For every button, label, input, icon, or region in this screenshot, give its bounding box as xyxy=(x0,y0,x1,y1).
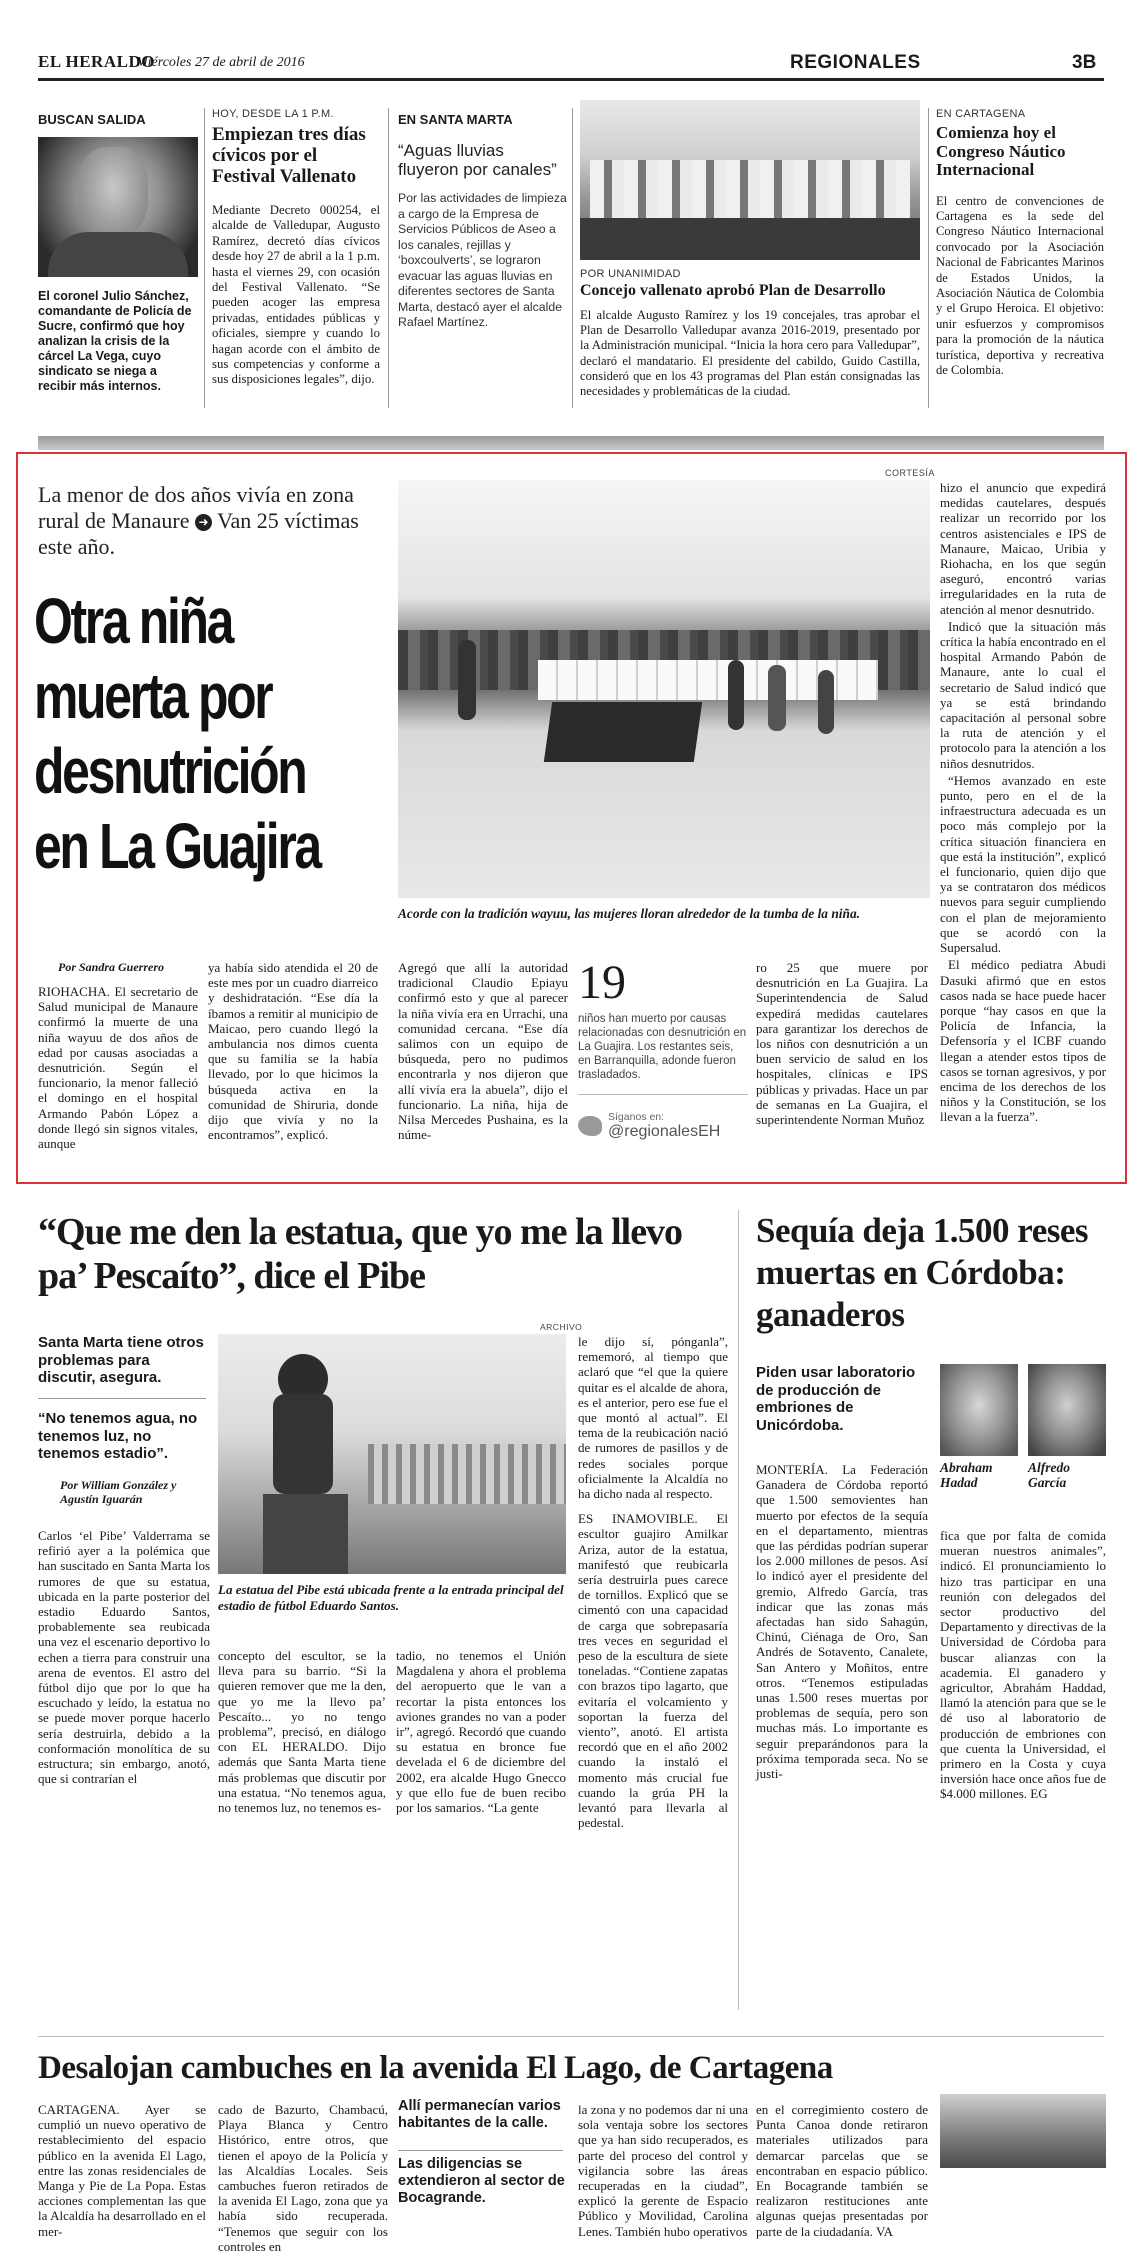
section-band xyxy=(38,436,1104,450)
pibe-col-4 xyxy=(578,1334,728,1833)
cambuches-sub-2: Las diligencias se extendieron al sector de Bocagrande. xyxy=(398,2156,565,2206)
pibe-photo-caption: La estatua del Pibe está ubicada frente a la entrada principal del estadio de fútbol Eduardo Santos. xyxy=(218,1582,564,1613)
main-deck xyxy=(38,482,368,560)
main-col-2: ya había sido atendida el 20 de este mes por un cuadro diarreico y deshidratación. “Ese día la íbamos a remitir al municipio de Maicao, pero cuando llegó la ambulancia nos dimos cuenta que su familia se la había llevado, por lo que hicimos la búsqueda activa en la comunidad de Shiruria, donde dijo que vivía y no la encontramos”, explicó. xyxy=(208,960,378,1143)
grave-photo xyxy=(398,480,930,898)
brief-nautico xyxy=(936,108,1104,380)
pibe-col-4-para: ES INAMOVIBLE. El escultor guajiro Amilkar Ariza, autor de la estatua, manifestó que reubicarla sería destruirla pues carece de tornillos. Explicó que se cimentó con una capacidad de carga que sobrepasaría tres veces en seguridad el peso de la escultura de siete toneladas. “Contiene zapatas con brazos tipo lagarto, que evitaría el volcamiento y soportan la fuerza del viento”, anotó. El artista recordó que en el año 2002 cuando la instaló el momento más crucial fue cuando la grúa PH la levantó para llevarla al pedestal. xyxy=(578,1511,728,1831)
brief-body: Mediante Decreto 000254, el alcalde de Valledupar, Augusto Ramírez, decretó días cívicos desde hoy 27 de abril a la 1 p.m. hasta el viernes 29, con ocasión del Festival Vallenato. “Se pueden acoger las empresa privadas, entidades públicas y oficiales, siempre y cuando lo hagan acorde con el ámbito de sus competencias y conforme a sus disposiciones legales”, dijo. xyxy=(212,203,380,387)
brief-body: El centro de convenciones de Cartagena es la sede del Congreso Náutico Internacional convocado por la Asociación Nacional de Fabricantes Marinos de Estados Unidos, la Asociación Náutica de Colombia y el Grupo Heroica. El objetivo: unir esfuerzos y compromisos para la promoción de la náutica turística, deportiva y recreativa de Colombia. xyxy=(936,193,1104,377)
brief-quote: “Aguas lluvias fluyeron por canales” xyxy=(398,141,557,179)
main-col-1: RIOHACHA. El secretario de Salud municipal de Manaure confirmó la muerte de una niña wayuu de dos años de edad por causas asociadas a desnutrición. Según el funcionario, la menor falleció el domingo en el hospital Armando Pabón López a donde llegó sin signos vitales, aunque xyxy=(38,984,198,1152)
photo-credit: ARCHIVO xyxy=(540,1322,583,1332)
pibe-col-1: Carlos ‘el Pibe’ Valderrama se refirió ayer a la polémica que han suscitado en Santa Marta los rumores de que su estatua, ubicada en la parte posterior del estadio Eduardo Santos, probablemente sea reubicada una vez el escenario deportivo lo echen a tierra para construir una arena de eventos. El astro del fútbol dijo que por lo que ha escuchado y leído, la estatua no se puede mover porque hacerlo sería destruirla, debido a la conformación monolítica de su estructura; sin embargo, anotó, que si contrarían el xyxy=(38,1528,210,1787)
brief-kicker: HOY, DESDE LA 1 P.M. xyxy=(212,108,334,120)
brief-kicker: EN SANTA MARTA xyxy=(398,112,513,127)
stat-text: niños han muerto por causas relacionadas con desnutrición en La Guajira. Los restantes seis, en Barranquilla, adonde fueron trasladados. xyxy=(578,1013,747,1081)
cambuches-headline: Desalojan cambuches en la avenida El Lago, de Cartagena xyxy=(38,2050,833,2086)
masthead-date: Miércoles 27 de abril de 2016 xyxy=(136,55,305,70)
pibe-quote: “No tenemos agua, no tenemos luz, no tenemos estadio”. xyxy=(38,1410,198,1462)
twitter-handle[interactable]: @regionalesEH xyxy=(608,1123,721,1140)
hadad-name: Abraham Hadad xyxy=(940,1460,993,1490)
main-col-5-para: Indicó que la situación más crítica la había encontrado en el hospital Armando Pabón de Manaure, ante lo cual el secretario de Salud indicó que ya se está brindando capacitación al personal sobre la ruta de atención y el protocolo para la atención a los niños desnutridos. xyxy=(940,618,1106,771)
operativos-photo xyxy=(940,2094,1106,2168)
main-headline: Otra niña muerta por desnutrición en La Guajira xyxy=(34,585,320,882)
deck-text-2: Van 25 víctimas este año. xyxy=(38,508,359,559)
brief-santa-marta xyxy=(398,112,568,331)
stat-number: 19 xyxy=(578,956,626,1009)
main-col-5-para: “Hemos avanzado en este punto, pero en el de la infraestructura adecuada es un poco más complejo por la crítica situación financiera en que está la institución”, explicó el funcionario, quien dijo que ya se contrataron dos médicos nuevos para seguir cumpliendo con el plan de mejoramiento que se acordó con la Supersalud. xyxy=(940,772,1106,956)
brief-headline: Empiezan tres días cívicos por el Festival Vallenato xyxy=(212,124,366,187)
main-col-5 xyxy=(940,480,1106,1127)
pibe-headline: “Que me den la estatua, que yo me la llevo pa’ Pescaíto”, dice el Pibe xyxy=(38,1211,683,1297)
masthead-paper: EL HERALDO xyxy=(38,52,155,71)
brief-kicker: POR UNANIMIDAD xyxy=(580,268,681,280)
byline: Por Sandra Guerrero xyxy=(58,960,165,974)
main-col-4: ro 25 que muere por desnutrición en La Guajira. La Superintendencia de Salud expedirá medidas cautelares para garantizar los derechos de los niños con desnutrición a un buen servicio de salud en los hospitales, clínicas e IPS públicas y privadas. Hace un par de semanas en La Guajira, el superintendente Norman Muñoz xyxy=(756,960,928,1128)
brief-kicker: EN CARTAGENA xyxy=(936,108,1026,120)
sequia-col-1: MONTERÍA. La Federación Ganadera de Córdoba reportó que 1.500 semovientes han muerto por efectos de la sequía en el departamento, mientras que las pérdidas podrían superar los 2.000 millones de pesos. Así lo indicó ayer el presidente del gremio, Alfredo García, tras indicar que las zonas más afectadas han sido Sahagún, Chinú, Ciénaga de Oro, San Andrés de Sotavento, Canalete, San Antero y Moñitos, entre otros. “Tenemos estipuladas unas 1.500 reses muertas por problemas de sequía, pero son muchas más. Lo importante es seguir preparándonos para la próxima temporada seca. No se justi- xyxy=(756,1462,928,1782)
brief-concejo xyxy=(580,100,920,401)
cambuches-sub-1: Allí permanecían varios habitantes de la calle. xyxy=(398,2098,561,2131)
colonel-photo xyxy=(38,137,198,277)
garcia-name: Alfredo García xyxy=(1028,1460,1070,1490)
stat-box xyxy=(578,958,748,1141)
cambuches-col-4: en el corregimiento costero de Punta Canoa donde retiraron materiales utilizados para demarcar parcelas que se encontraban en espacio público. En Bocagrande también se realizaron restituciones ante algunas quejas presentadas por parte de la ciudadanía. VA xyxy=(756,2102,928,2239)
twitter-icon xyxy=(578,1116,602,1136)
garcia-photo xyxy=(1028,1364,1106,1456)
main-col-5-para: El médico pediatra Abudi Dasuki afirmó que en estos casos nada se hace puede hacer porque “hay casos en que la Policía de Infancia, la Defensoría y el ICBF cuando llegan a atender estos tipos de casos se tornan agresivos, y por encima de los derechos de los niños y la Constitución, se los llevan a la fuerza”. xyxy=(940,957,1106,1125)
brief-body: Por las actividades de limpieza a cargo de la Empresa de Servicios Públicos de Aseo a los canales, rejillas y ‘boxcoulverts’, se lograron evacuar las aguas lluvias en diferentes sectores de Santa Marta, destacó ayer el alcalde Rafael Martínez. xyxy=(398,191,567,329)
main-col-3: Agregó que allí la autoridad tradicional Claudio Epiayu confirmó esto y que al parecer la niña vivía era en Urrachi, una comunidad cercana. “Ese día salimos con un equipo de búsqueda, pero no pudimos encontrarla y nos dijeron que allí vivía era la abuela”, dijo el funcionario. La niña, hija de Nilsa Mercedes Pushaina, es la núme- xyxy=(398,960,568,1143)
brief-headline: Comienza hoy el Congreso Náutico Internacional xyxy=(936,123,1066,179)
deck-text: La menor de dos años vivía en zona rural de Manaure xyxy=(38,482,354,533)
brief-headline: Concejo vallenato aprobó Plan de Desarrollo xyxy=(580,282,886,299)
cambuches-col-1: CARTAGENA. Ayer se cumplió un nuevo operativo de restablecimiento del espacio público en la avenida El Lago, entre las zonas residenciales de Manga y Pie de La Popa. Estas acciones complementan las que la Alcaldía ha desarrollado en el mer- xyxy=(38,2102,206,2239)
cambuches-col-3: la zona y no podemos dar ni una sola ventaja sobre los sectores que ya han sido recuperados, es parte del proceso del control y vigilancia sobre las áreas recuperadas en la ciudad”, explicó la gerente de Espacio Público y Movilidad, Carolina Lenes. También hubo operativos xyxy=(578,2102,748,2239)
brief-festival xyxy=(212,108,380,390)
pibe-byline: Por William González y Agustín Iguarán xyxy=(60,1478,177,1506)
cambuches-col-2: cado de Bazurto, Chambacú, Playa Blanca y Centro Histórico, entre otros, que tienen el apoyo de la Policía y las Alcaldías Locales. Seis cambuches fueron retirados de la avenida El Lago, zona que ya había sido recuperada. “Tenemos que seguir con los controles en xyxy=(218,2102,388,2254)
pibe-statue-photo xyxy=(218,1334,566,1574)
pibe-col-4-para: le dijo sí, pónganla”, rememoró, al tiempo que aclaró que “el que la quiere quitar es el alcalde de ahora, es el anterior, pero ese fue el que montó al actual”. El tema de la reubicación nació de rumores de pasillos y de redes sociales porque oficialmente la Alcaldía no ha dicho nada al respecto. xyxy=(578,1334,728,1502)
sequia-col-2: fica que por falta de comida mueran nuestros animales”, indicó. El pronunciamiento lo hizo tras participar en una reunión con delegados del sector productivo del Departamento y directivas de la Universidad de Córdoba para buscar alianzas con la academia. El ganadero y agricultor, Abrahám Haddad, llamó la atención para que se le dé uso al laboratorio de producción de embriones con que cuenta la Universidad, el primero en la Costa y cuya inversión hace once años fue de $4.000 millones. EG xyxy=(940,1528,1106,1802)
photo-caption: Acorde con la tradición wayuu, las mujeres lloran alrededor de la tumba de la niña. xyxy=(398,906,861,921)
brief-kicker: BUSCAN SALIDA xyxy=(38,112,146,127)
hadad-photo xyxy=(940,1364,1018,1456)
page-number: 3B xyxy=(1072,52,1097,73)
sequia-headline: Sequía deja 1.500 reses muertas en Córdoba: ganaderos xyxy=(756,1211,1089,1334)
brief-caption: El coronel Julio Sánchez, comandante de Policía de Sucre, confirmó que hoy analizan la crisis de la cárcel La Vega, cuyo sindicato se niega a recibir más internos. xyxy=(38,289,192,393)
photo-credit: CORTESÍA xyxy=(885,468,935,478)
pibe-sub: Santa Marta tiene otros problemas para discutir, asegura. xyxy=(38,1334,204,1386)
arrow-right-icon: ➜ xyxy=(195,514,212,531)
concejo-photo xyxy=(580,100,920,260)
brief-buscan-salida xyxy=(38,112,198,394)
pibe-col-2: concepto del escultor, se la lleva para su barrio. “Si la quieren remover que me la den, que yo me la llevo pa’ Pescaíto... yo no tengo problema”, precisó, en diálogo con EL HERALDO. Dijo además que Santa Marta tiene más problemas que discutir por una estatua. “No tenemos agua, no tenemos luz, no tenemos es- xyxy=(218,1648,386,1816)
brief-body: El alcalde Augusto Ramírez y los 19 concejales, tras aprobar el Plan de Desarrollo Valledupar avanza 2016-2019, presentado por la Administración municipal. “Inicia la hora cero para Valledupar”, declaró el mandatario. El presidente del cabildo, Guido Castilla, consideró que en los 43 programas del Plan están consignadas las necesidades y problemáticas de la ciudad. xyxy=(580,308,920,399)
sequia-sub: Piden usar laboratorio de producción de embriones de Unicórdoba. xyxy=(756,1364,916,1434)
main-col-5-para: hizo el anuncio que expedirá medidas cautelares, después realizar un recorrido por los centros asistenciales e IPS de Manaure, Maicao, Uribia y Riohacha, en los que según aseguró, encontró varias irregularidades en la ruta de atención al menor desnutrido. xyxy=(940,480,1106,617)
follow-label: Síganos en: xyxy=(608,1111,665,1123)
header-rule xyxy=(38,78,1104,81)
pibe-col-3: tadio, no tenemos el Unión Magdalena y ahora el problema del aeropuerto que le van a recortar la pista entonces los aviones grandes no van a poder ir”, agregó. Recordó que cuando su estatua en bronce fue develada el 6 de diciembre del 2002, era alcalde Hugo Gnecco y que ello fue de buen recibo por los samarios. “La gente xyxy=(396,1648,566,1816)
section-name: REGIONALES xyxy=(790,52,921,73)
